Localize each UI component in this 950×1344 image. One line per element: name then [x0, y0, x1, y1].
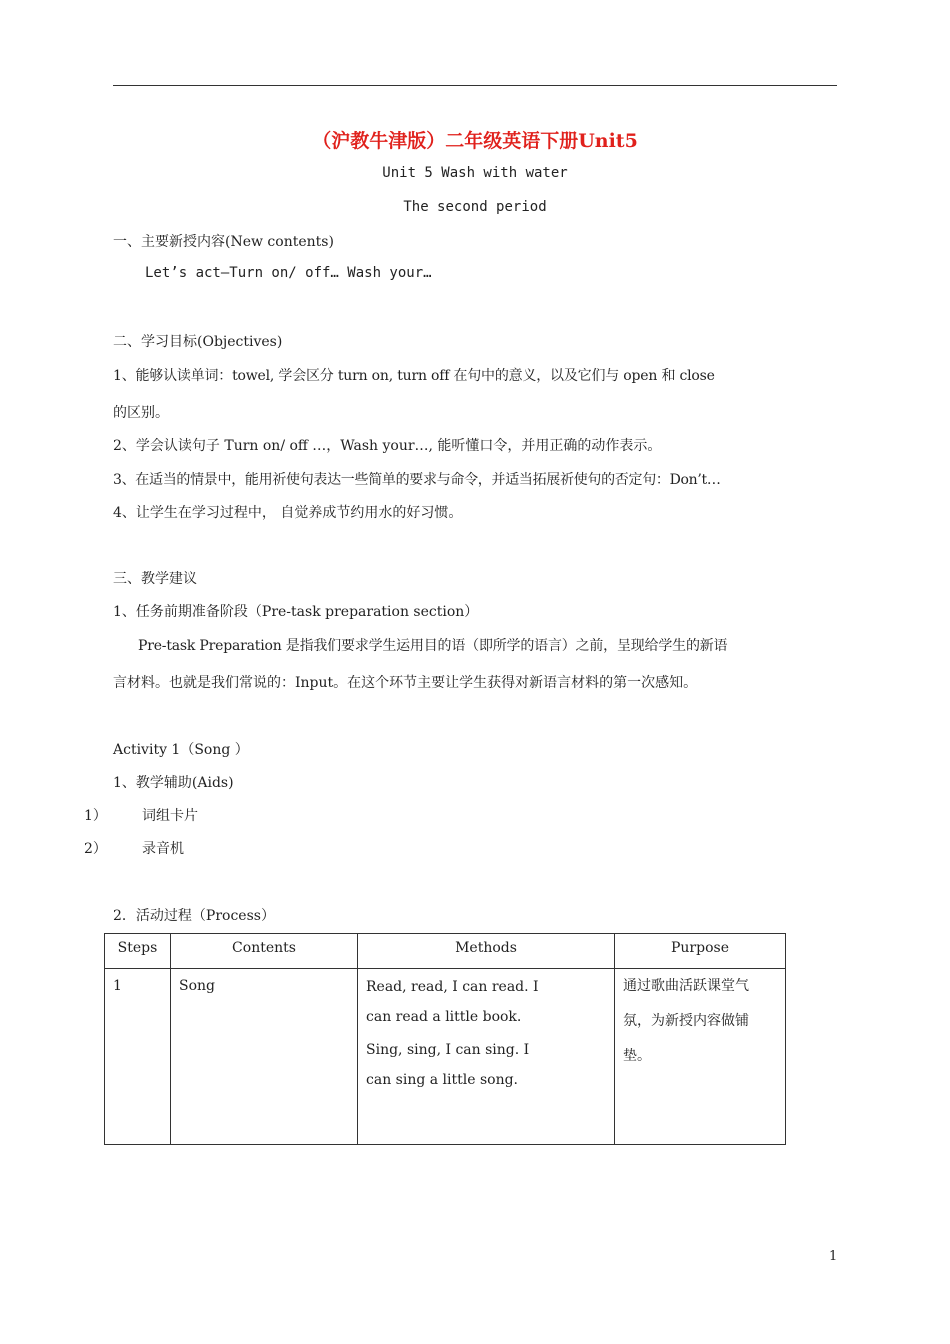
section-1-line: Let’s act—Turn on/ off… Wash your… — [145, 265, 432, 281]
section-3-heading: 三、教学建议 — [113, 571, 197, 587]
purpose-cell — [615, 969, 786, 1145]
method-line: can read a little book. — [366, 1009, 522, 1025]
process-heading: 2．活动过程（Process） — [113, 908, 275, 924]
objective-2: 2、学会认读句子 Turn on/ off …，Wash your…, 能听懂口令，并用正确的动作表示。 — [113, 438, 662, 454]
column-header: Contents — [171, 934, 358, 969]
aid-number: 1） — [84, 808, 107, 824]
activity-heading: Activity 1（Song ） — [113, 742, 249, 758]
objective-4: 4、让学生在学习过程中， 自觉养成节约用水的好习惯。 — [113, 505, 463, 521]
method-line: Read, read, I can read. I — [366, 979, 539, 995]
table-header-row — [105, 934, 786, 969]
process-table — [104, 933, 786, 1145]
header-rule — [113, 85, 837, 86]
aids-heading: 1、教学辅助(Aids) — [113, 775, 234, 791]
document-title: （沪教牛津版）二年级英语下册Unit5 — [312, 130, 638, 152]
purpose-line: 氛，为新授内容做铺 — [623, 1013, 749, 1029]
pre-task-heading: 1、任务前期准备阶段（Pre-task preparation section） — [113, 604, 479, 620]
aid-item: 录音机 — [142, 841, 184, 857]
method-line: can sing a little song. — [366, 1072, 519, 1088]
pre-task-paragraph-b: 言材料。也就是我们常说的：Input。在这个环节主要让学生获得对新语言材料的第一次感知。 — [113, 675, 698, 691]
section-2-heading: 二、学习目标(Objectives) — [113, 334, 283, 350]
pre-task-paragraph-a: Pre-task Preparation 是指我们要求学生运用目的语（即所学的语言）之前，呈现给学生的新语 — [138, 638, 728, 654]
step-cell: 1 — [105, 969, 171, 1145]
purpose-line: 通过歌曲活跃课堂气 — [623, 978, 749, 994]
purpose-line: 垫。 — [623, 1048, 651, 1064]
column-header: Methods — [358, 934, 615, 969]
unit-subtitle: Unit 5 Wash with water — [382, 165, 568, 181]
period-subtitle: The second period — [403, 199, 547, 215]
content-cell: Song — [171, 969, 358, 1145]
method-line: Sing, sing, I can sing. I — [366, 1042, 530, 1058]
objective-1a: 1、能够认读单词：towel, 学会区分 turn on, turn off 在句中的意义，以及它们与 open 和 close — [113, 368, 715, 384]
aid-item: 词组卡片 — [142, 808, 198, 824]
section-1-heading: 一、主要新授内容(New contents) — [113, 234, 334, 250]
column-header: Steps — [105, 934, 171, 969]
table-row — [105, 969, 786, 1145]
objective-3: 3、在适当的情景中，能用祈使句表达一些简单的要求与命令，并适当拓展祈使句的否定句：Don’t… — [113, 472, 721, 488]
methods-cell — [358, 969, 615, 1145]
aid-number: 2） — [84, 841, 107, 857]
column-header: Purpose — [615, 934, 786, 969]
objective-1b: 的区别。 — [113, 405, 169, 421]
page-number: 1 — [829, 1249, 838, 1264]
